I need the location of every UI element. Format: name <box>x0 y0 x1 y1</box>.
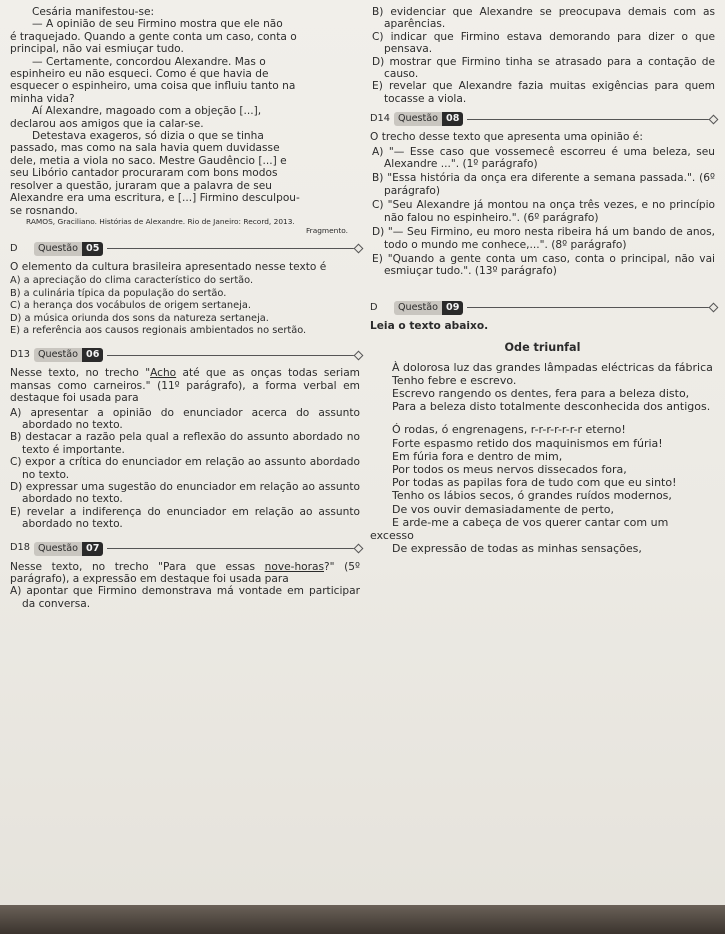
descriptor-code: D18 <box>10 542 31 554</box>
poem-line: Para a beleza disto totalmente desconhecida dos antigos. <box>392 400 711 414</box>
source-note: Fragmento. <box>305 225 348 235</box>
poem-line: De expressão de todas as minhas sensações, <box>392 542 642 556</box>
question-header-05 <box>10 241 360 257</box>
question-number: 05 <box>82 242 103 256</box>
question-number: 08 <box>442 112 463 126</box>
highlighted-term: nove-horas <box>264 560 325 573</box>
poem-line: E arde-me a cabeça de vos querer cantar com um excesso <box>370 515 669 542</box>
text-line: seu Libório cantador procuraram com bons modos <box>10 167 278 180</box>
highlighted-term: Acho <box>150 367 177 380</box>
poem-line: Em fúria fora e dentro de mim, <box>392 449 563 463</box>
text-line: resolver a questão, juraram que a palavra de seu <box>10 179 273 192</box>
answer-option[interactable]: A) apontar que Firmino demonstrava má vontade em participar da conversa. <box>10 585 360 610</box>
answer-option[interactable]: B) "Essa história da onça era diferente a semana passada.". (6º parágrafo) <box>372 172 715 197</box>
question-number: 07 <box>82 542 103 556</box>
poem-line: Por todos os meus nervos dissecados fora, <box>392 462 627 476</box>
answer-option[interactable]: A) apresentar a opinião do enunciador acerca do assunto abordado no texto. <box>10 406 360 431</box>
source-citation: RAMOS, Graciliano. Histórias de Alexandre. Rio de Janeiro: Record, 2013. <box>26 216 295 226</box>
poem-stanza <box>370 361 715 414</box>
answer-option[interactable]: C) indicar que Firmino estava demorando para dizer o que pensava. <box>372 30 715 56</box>
question-header-09 <box>370 300 715 316</box>
text-line: dele, metia a viola no saco. Mestre Gaudêncio [...] e <box>10 154 287 167</box>
answer-option[interactable]: A) a apreciação do clima característico do sertão. <box>10 275 254 287</box>
answer-option[interactable]: C) a herança dos vocábulos de origem sertaneja. <box>10 300 251 312</box>
answer-option[interactable]: A) "— Esse caso que vossemecê escorreu é uma beleza, seu Alexandre ...". (1º parágrafo) <box>372 145 715 171</box>
question-label: Questão <box>34 348 82 362</box>
answer-option[interactable]: C) expor a crítica do enunciador em relação ao assunto abordado no texto. <box>10 456 360 481</box>
answer-option[interactable]: D) mostrar que Firmino tinha se atrasado para a contação de causo. <box>372 55 715 81</box>
divider-line <box>107 248 360 249</box>
descriptor-code: D <box>370 301 378 313</box>
answer-option[interactable]: E) revelar a indiferença do enunciador em relação ao assunto abordado no texto. <box>10 505 360 531</box>
answer-option[interactable]: E) revelar que Alexandre fazia muitas exigências para quem tocasse a viola. <box>372 80 715 105</box>
poem-title: Ode triunfal <box>504 341 581 355</box>
poem-line: Tenho febre e escrevo. <box>392 373 517 387</box>
text-line: — A opinião de seu Firmino mostra que ele não <box>32 18 283 31</box>
question-header-06 <box>10 347 360 363</box>
text-line: — Certamente, concordou Alexandre. Mas o <box>32 55 266 68</box>
divider-line <box>467 119 715 120</box>
answer-option[interactable]: B) evidenciar que Alexandre se preocupava demais com as aparências. <box>372 6 715 31</box>
text-line: declarou aos amigos que ia calar-se. <box>10 117 204 130</box>
question-number: 06 <box>82 348 103 362</box>
answer-option[interactable]: D) expressar uma sugestão do enunciador em relação ao assunto abordado no texto. <box>10 481 360 506</box>
question-stem: Nesse texto, no trecho "Acho até que as onças todas seriam mansas como carneiros." (11º parágrafo), a forma verbal em destaque foi usada para <box>10 367 360 405</box>
text-line: minha vida? <box>10 92 75 105</box>
poem-line: De vos ouvir demasiadamente de perto, <box>392 502 615 516</box>
text-line: é traquejado. Quando a gente conta um caso, conta o <box>10 30 297 43</box>
question-label: Questão <box>394 301 442 315</box>
divider-line <box>107 355 360 356</box>
text-line: Cesária manifestou-se: <box>32 6 155 18</box>
answer-option[interactable]: D) "— Seu Firmino, eu moro nesta ribeira há um bando de anos, todo o mundo me conhece,...". (8º parágrafo) <box>372 226 715 251</box>
question-stem: Leia o texto abaixo. <box>370 319 489 332</box>
poem-line: Escrevo rangendo os dentes, fera para a beleza disto, <box>392 386 690 400</box>
answer-option[interactable]: C) "Seu Alexandre já montou na onça três vezes, e no princípio não falou no espinheiro.". (6º parágrafo) <box>372 199 715 224</box>
poem-line: Forte espasmo retido dos maquinismos em fúria! <box>392 436 663 450</box>
answer-option[interactable]: B) a culinária típica da população do sertão. <box>10 287 227 299</box>
question-stem: O trecho desse texto que apresenta uma opinião é: <box>370 131 643 144</box>
answer-option[interactable]: E) "Quando a gente conta um caso, conta o principal, não vai esmiuçar tudo.". (13º parágrafo) <box>372 252 715 278</box>
table-surface <box>0 905 725 934</box>
text-line: principal, não vai esmiuçar tudo. <box>10 43 184 56</box>
text-line: se rosnando. <box>10 204 78 217</box>
question-number: 09 <box>442 301 463 315</box>
question-header-08 <box>370 111 715 127</box>
poem-line: À dolorosa luz das grandes lâmpadas eléctricas da fábrica <box>392 360 713 374</box>
text-line: espinheiro eu não esqueci. Como é que havia de <box>10 68 269 81</box>
descriptor-code: D <box>10 242 18 254</box>
poem-stanza <box>370 423 715 555</box>
right-column <box>370 6 715 561</box>
text-line: Aí Alexandre, magoado com a objeção [...], <box>32 105 262 118</box>
question-label: Questão <box>34 542 82 556</box>
answer-option[interactable]: B) destacar a razão pela qual a reflexão do assunto abordado no texto é importante. <box>10 431 360 456</box>
text-line: Detestava exageros, só dizia o que se tinha <box>32 130 264 143</box>
question-stem: Nesse texto, no trecho "Para que essas nove-horas?" (5º parágrafo), a expressão em destaque foi usada para <box>10 560 360 586</box>
descriptor-code: D13 <box>10 349 31 361</box>
descriptor-code: D14 <box>370 113 391 125</box>
left-column <box>10 6 360 610</box>
question-label: Questão <box>34 242 82 256</box>
answer-option[interactable]: D) a música oriunda dos sons da natureza sertaneja. <box>10 312 269 324</box>
question-stem: O elemento da cultura brasileira apresentado nesse texto é <box>10 260 327 273</box>
poem-line: Ó rodas, ó engrenagens, r-r-r-r-r-r-r eterno! <box>392 423 626 437</box>
text-line: Alexandre era uma escritura, e [...] Firmino desculpou- <box>10 192 300 205</box>
divider-line <box>107 548 360 549</box>
question-label: Questão <box>394 112 442 126</box>
poem-line: Por todas as papilas fora de tudo com que eu sinto! <box>392 476 677 490</box>
answer-option[interactable]: E) a referência aos causos regionais ambientados no sertão. <box>10 324 307 336</box>
divider-line <box>467 307 715 308</box>
text-line: passado, mas como na sala havia quem duvidasse <box>10 142 280 155</box>
question-header-07 <box>10 541 360 557</box>
text-line: esquecer o espinheiro, uma coisa que influiu tanto na <box>10 80 296 93</box>
poem-line: Tenho os lábios secos, ó grandes ruídos modernos, <box>392 489 672 503</box>
